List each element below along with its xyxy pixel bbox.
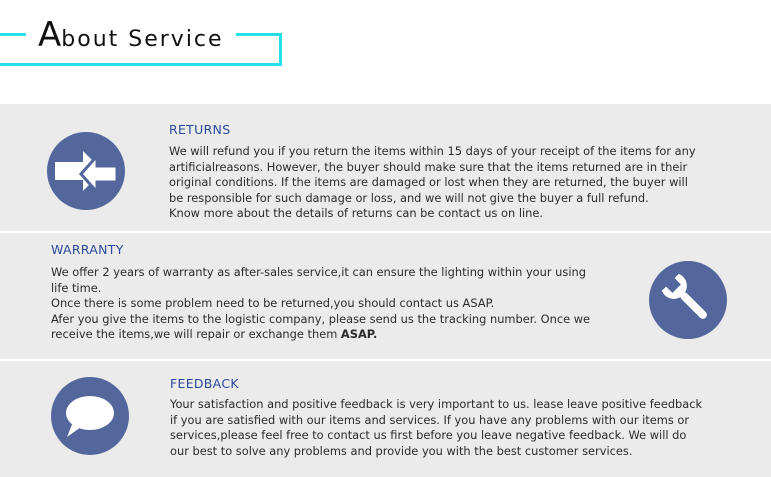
returns-line: original conditions. If the items are damaged or lost when they are returned, the buyer will: [169, 175, 688, 190]
wrench-icon: [649, 261, 727, 339]
warranty-line: Once there is some problem need to be returned,you should contact us ASAP.: [51, 296, 495, 311]
feedback-line: services,please feel free to contact us first before you leave negative feedback. We will do: [170, 428, 687, 443]
feedback-line: if you are satisfied with our items and services. If you have any problems with our items or: [170, 412, 690, 427]
warranty-line: Afer you give the items to the logistic company, please send us the tracking number. Once we: [51, 311, 591, 326]
speech-bubble-icon: [51, 377, 129, 455]
warranty-line: [51, 327, 636, 343]
returns-line: We will refund you if you return the items within 15 days of your receipt of the items for any: [169, 144, 696, 158]
page-title-initial: A: [38, 15, 62, 55]
feedback-heading: FEEDBACK: [170, 376, 239, 391]
exchange-arrows-icon: [47, 132, 125, 210]
warranty-line: life time.: [51, 280, 102, 295]
feedback-line: Your satisfaction and positive feedback is very important to us. lease leave positive feedback: [170, 397, 703, 411]
returns-line: artificialreasons. However, the buyer should make sure that the items returned are in their: [169, 159, 688, 174]
page-header: [0, 0, 771, 104]
warranty-last-line-text: receive the items,we will repair or exchange them: [51, 327, 341, 342]
returns-heading: RETURNS: [169, 122, 231, 137]
warranty-asap-emphasis: ASAP.: [340, 327, 378, 342]
page-title-rest: bout Service: [61, 27, 224, 52]
returns-section: [0, 104, 771, 231]
page-title: [26, 15, 236, 61]
warranty-heading: WARRANTY: [51, 242, 124, 257]
feedback-body: [170, 397, 760, 459]
warranty-line: We offer 2 years of warranty as after-sales service,it can ensure the lighting within your using: [51, 265, 586, 279]
feedback-line: our best to solve any problems and provide you with the best customer services.: [170, 443, 633, 458]
warranty-body: [51, 265, 636, 343]
feedback-section: [0, 361, 771, 477]
returns-line: be responsible for such damage or loss, and we will not give the buyer a full refund.: [169, 190, 649, 205]
returns-body: [169, 144, 759, 222]
returns-line: Know more about the details of returns can be contact us on line.: [169, 206, 544, 221]
warranty-section: [0, 233, 771, 359]
